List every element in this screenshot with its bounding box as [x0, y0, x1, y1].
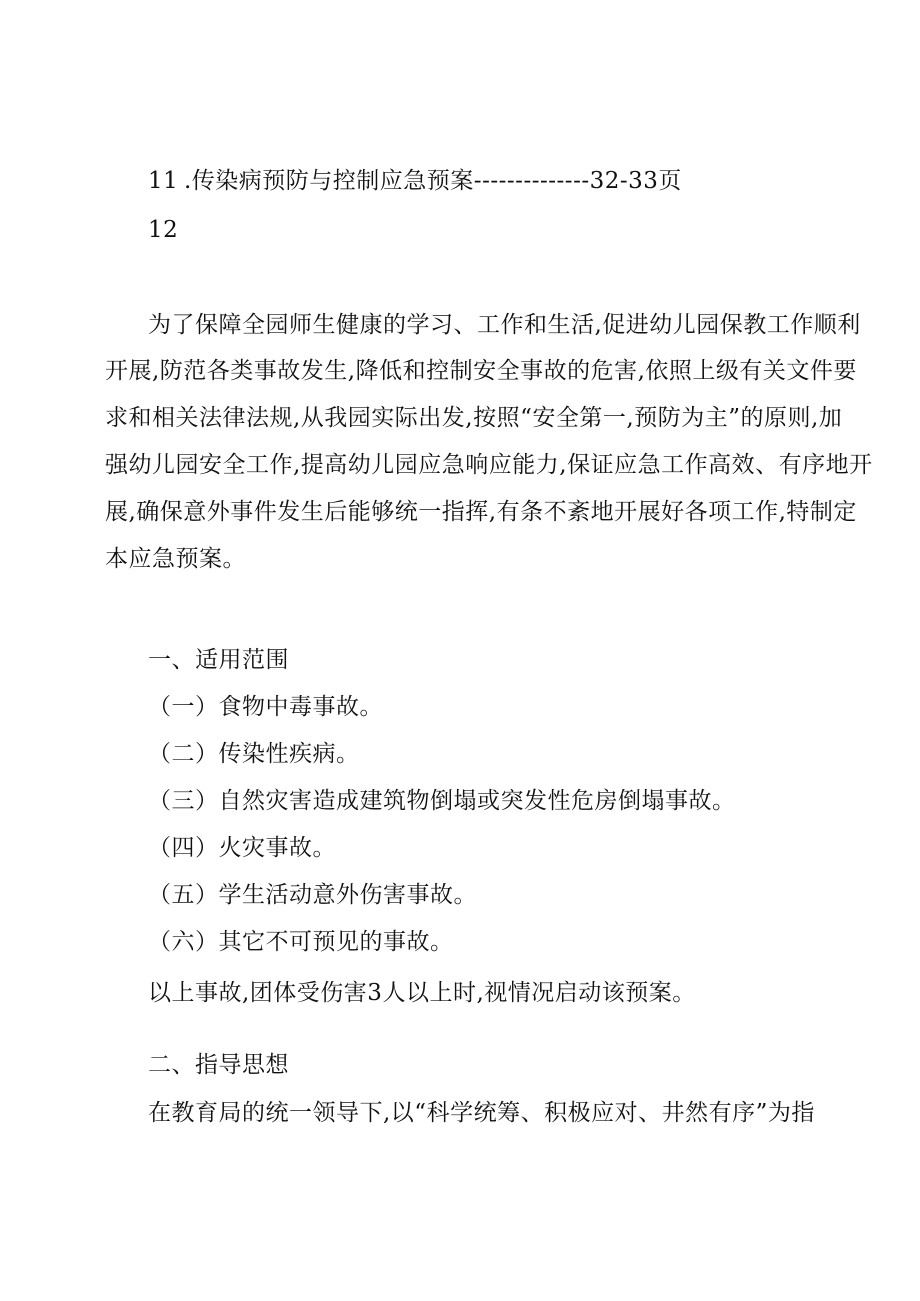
guiding-text-line-1: 在教育局的统一领导下,以“科学统筹、积极应对、井然有序”为指 — [148, 1100, 815, 1126]
intro-line-5: 展,确保意外事件发生后能够统一指挥,有条不紊地开展好各项工作,特制定 — [105, 499, 857, 525]
toc-entry-title: .传染病预防与控制应急预案--------------32-33页 — [184, 168, 682, 194]
toc-entry-12 — [148, 215, 184, 245]
section-heading-guiding: 二、指导思想 — [148, 1052, 289, 1078]
toc-entry-number: 12 — [148, 217, 179, 243]
scope-item-3: （三）自然灾害造成建筑物倒塌或突发性危房倒塌事故。 — [148, 788, 736, 814]
toc-entry-11 — [148, 166, 682, 196]
scope-item-5: （五）学生活动意外伤害事故。 — [148, 882, 477, 908]
scope-note: 以上事故,团体受伤害3人以上时,视情况启动该预案。 — [148, 980, 696, 1006]
intro-line-1: 为了保障全园师生健康的学习、工作和生活,促进幼儿园保教工作顺利 — [148, 312, 861, 338]
intro-line-6: 本应急预案。 — [105, 546, 246, 572]
scope-item-4: （四）火灾事故。 — [148, 835, 336, 861]
scope-item-6: （六）其它不可预见的事故。 — [148, 929, 454, 955]
intro-line-4: 强幼儿园安全工作,提高幼儿园应急响应能力,保证应急工作高效、有序地开 — [105, 452, 873, 478]
scope-item-2: （二）传染性疾病。 — [148, 741, 360, 767]
intro-line-2: 开展,防范各类事故发生,降低和控制安全事故的危害,依照上级有关文件要 — [105, 358, 857, 384]
scope-item-1: （一）食物中毒事故。 — [148, 694, 383, 720]
toc-entry-number: 11 — [148, 168, 179, 194]
intro-line-3: 求和相关法律法规,从我园实际出发,按照“安全第一,预防为主”的原则,加 — [105, 405, 843, 431]
section-heading-scope: 一、适用范围 — [148, 647, 289, 673]
